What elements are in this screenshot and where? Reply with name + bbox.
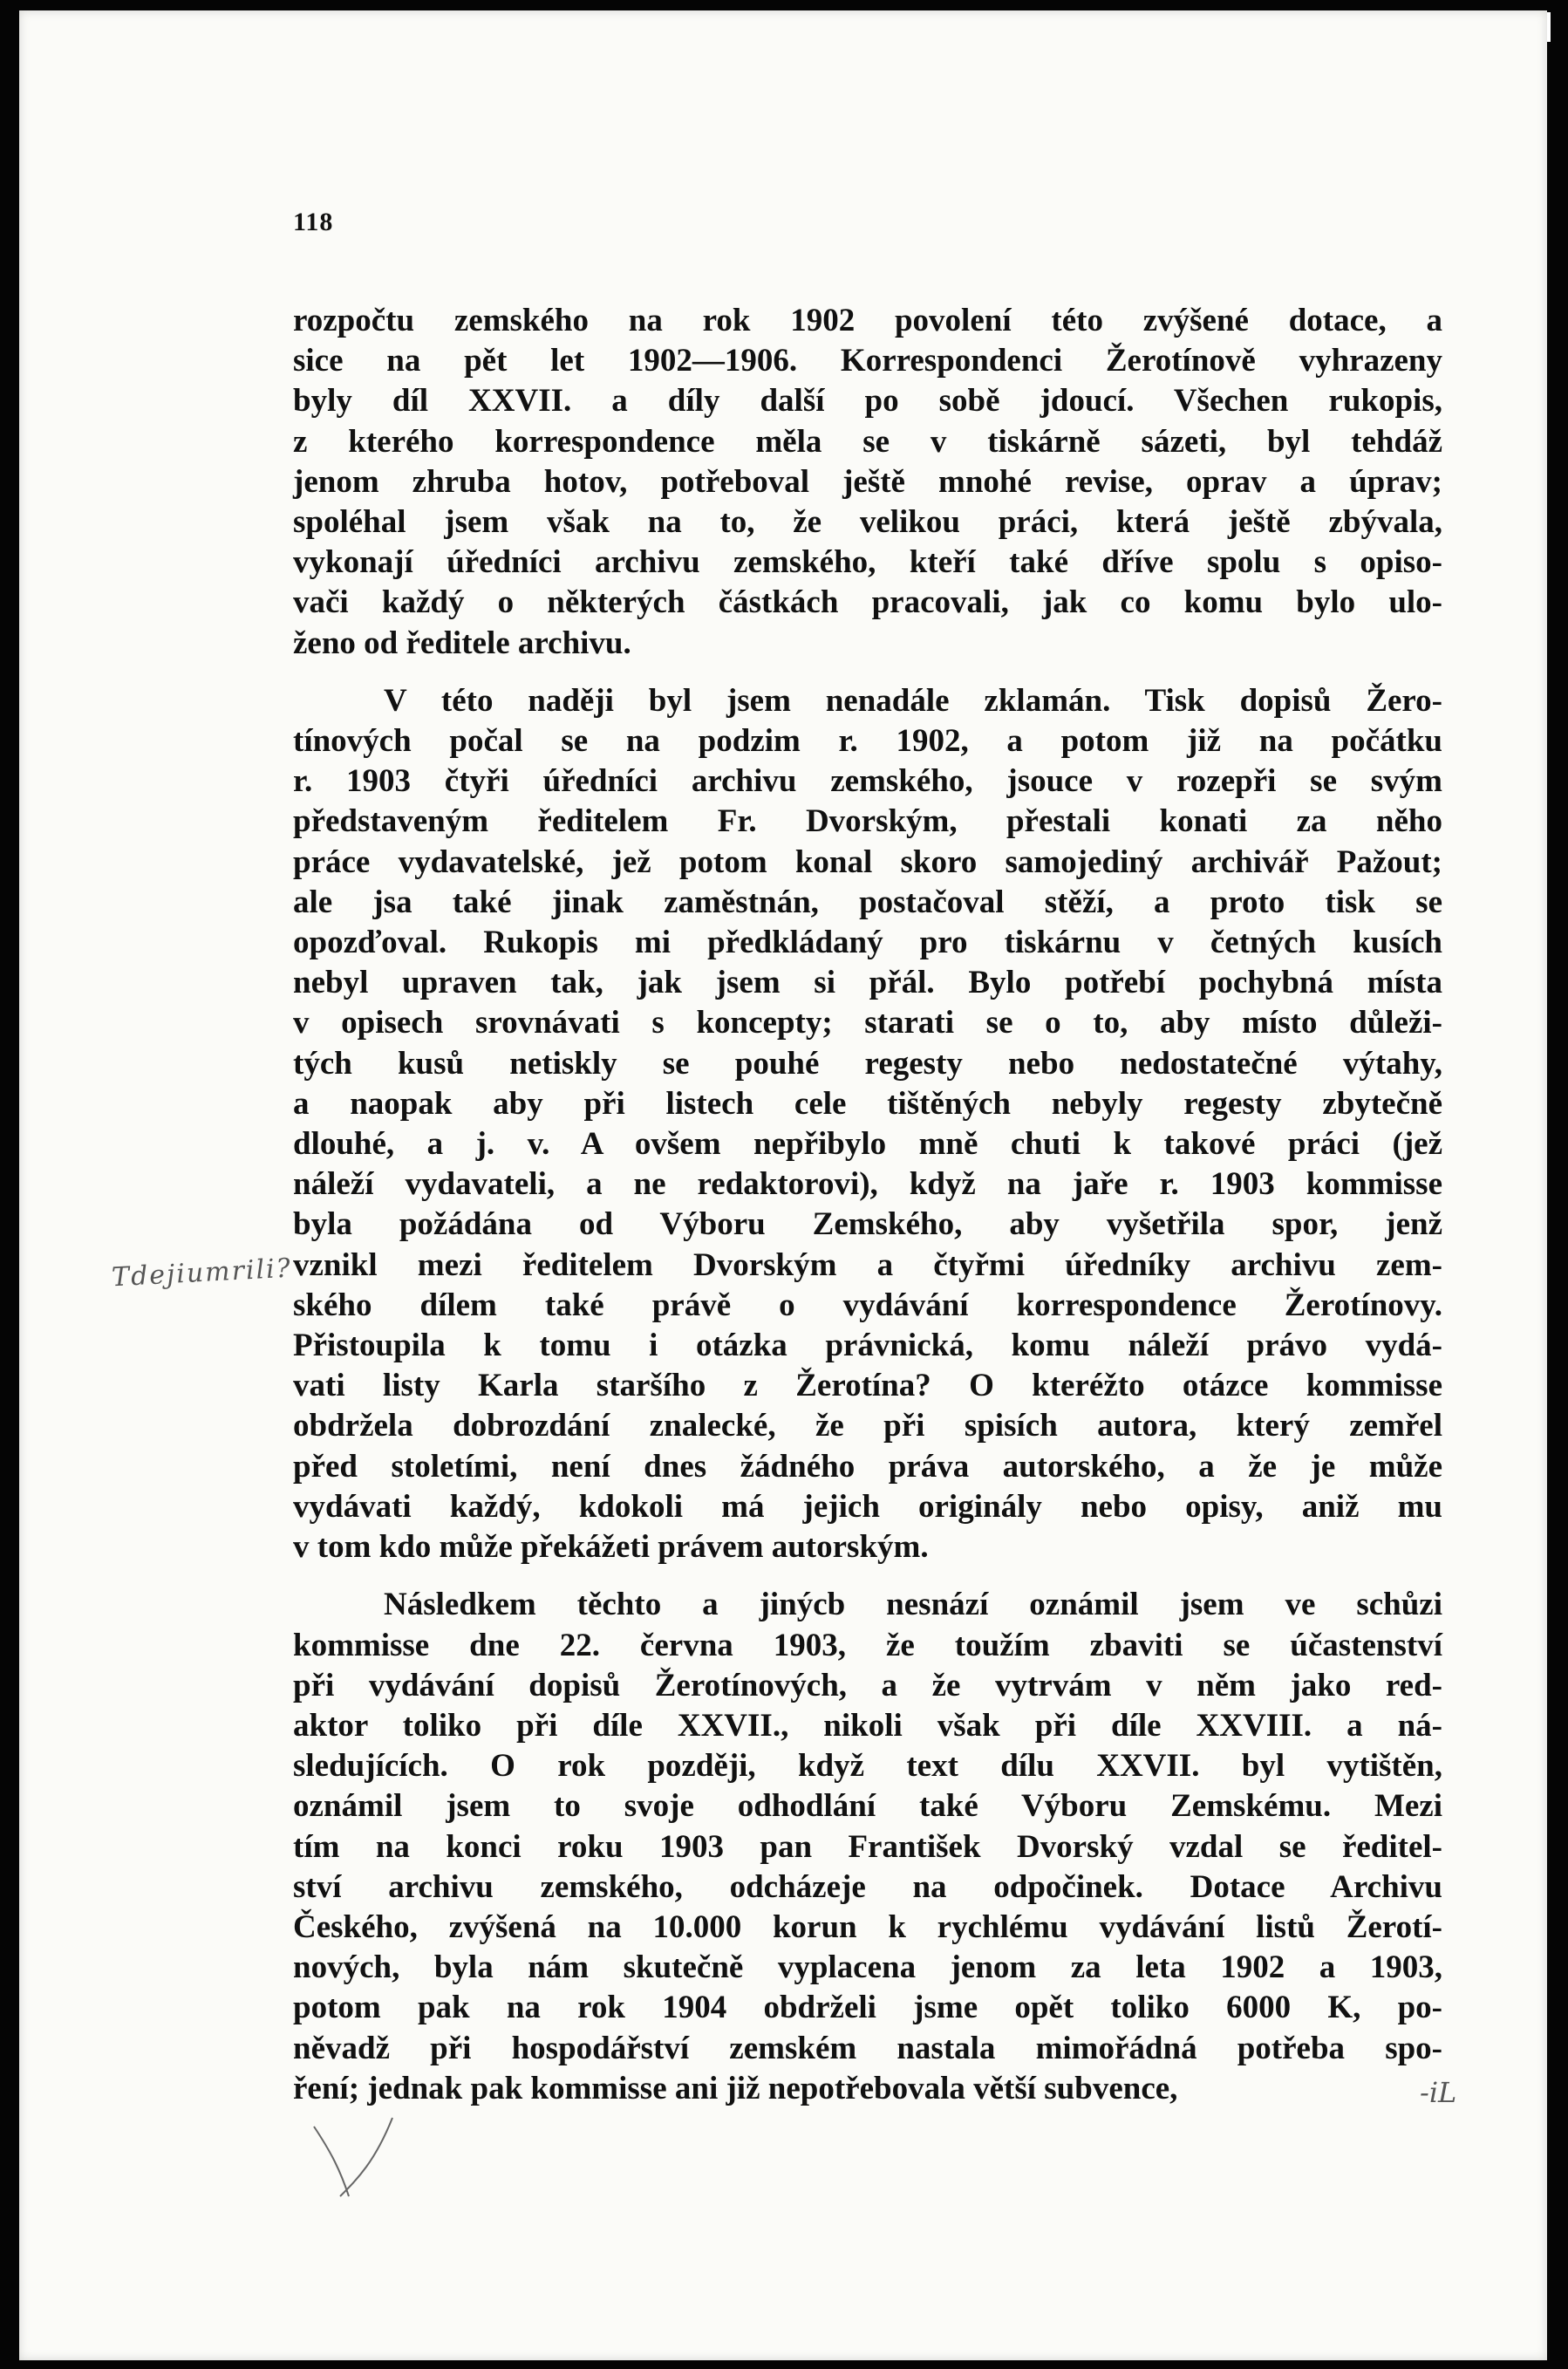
text-line: sledujících. O rok později, když text dílu XXVII. byl vytištěn, <box>293 1748 1442 1785</box>
text-line: potom pak na rok 1904 obdrželi jsme opět toliko 6000 K, po- <box>293 1990 1442 2026</box>
text-line: před stoletími, není dnes žádného práva autorského, a že je může <box>293 1448 1442 1485</box>
text-line: sice na pět let 1902—1906. Korrespondenci Žerotínově vyhrazeny <box>293 343 1442 379</box>
text-line: vydávati každý, kdokoli má jejich originály nebo opisy, aniž mu <box>293 1488 1442 1525</box>
text-line: tínových počal se na podzim r. 1902, a potom již na počátku <box>293 723 1442 760</box>
text-line: vznikl mezi ředitelem Dvorským a čtyřmi úředníky archivu zem- <box>293 1246 1442 1283</box>
text-line: kommisse dne 22. června 1903, že toužím zbaviti se účastenství <box>293 1627 1442 1663</box>
pencil-stroke-mark <box>305 2100 410 2231</box>
paragraph-gap <box>293 1567 1442 1585</box>
text-line: něvadž při hospodářství zemském nastala mimořádná potřeba spo- <box>293 2030 1442 2066</box>
handwritten-margin-mark: ‐iL <box>1420 2076 1457 2109</box>
text-line: nebyl upraven tak, jak jsem si přál. Bylo potřebí pochybná místa <box>293 965 1442 1001</box>
text-line: aktor toliko při díle XXVII., nikoli však při díle XXVIII. a ná- <box>293 1707 1442 1744</box>
text-line: Následkem těchto a jinýcb nesnází oznámil jsem ve schůzi <box>384 1587 1442 1623</box>
text-line: a naopak aby při listech cele tištěných nebyly regesty zbytečně <box>293 1085 1442 1122</box>
text-line: tím na konci roku 1903 pan František Dvorský vzdal se ředitel- <box>293 1828 1442 1865</box>
paragraph-gap <box>293 664 1442 681</box>
text-line: dlouhé, a j. v. A ovšem nepřibylo mně chuti k takové práci (jež <box>293 1126 1442 1163</box>
text-line: ření; jednak pak kommisse ani již nepotřebovala větší subvence, <box>293 2070 1178 2106</box>
text-line: ství archivu zemského, odcházeje na odpočinek. Dotace Archivu <box>293 1868 1442 1905</box>
handwritten-margin-note: Tdejiumrili? <box>111 1253 293 1294</box>
text-line: r. 1903 čtyři úředníci archivu zemského, jsouce v rozepři se svým <box>293 763 1442 800</box>
text-line: jenom zhruba hotov, potřeboval ještě mnohé revise, oprav a úprav; <box>293 463 1442 500</box>
text-line: vati listy Karla staršího z Žerotína? O kteréžto otázce kommisse <box>293 1368 1442 1404</box>
text-line: opozďoval. Rukopis mi předkládaný pro tiskárnu v četných kusích <box>293 925 1442 961</box>
text-line: oznámil jsem to svoje odhodlání také Výboru Zemskému. Mezi <box>293 1788 1442 1825</box>
text-line: ale jsa také jinak zaměstnán, postačoval stěží, a proto tisk se <box>293 884 1442 920</box>
text-line: spoléhal jsem však na to, že velikou práci, která ještě zbývala, <box>293 504 1442 541</box>
text-line: při vydávání dopisů Žerotínových, a že vytrvám v něm jako red- <box>293 1667 1442 1703</box>
text-line: ženo od ředitele archivu. <box>293 625 631 661</box>
text-line: Přistoupila k tomu i otázka právnická, komu náleží právo vydá- <box>293 1328 1442 1364</box>
text-line: nových, byla nám skutečně vyplacena jenom za leta 1902 a 1903, <box>293 1949 1442 1986</box>
text-line: představeným ředitelem Fr. Dvorským, přestali konati za něho <box>293 803 1442 840</box>
text-line: V této naději byl jsem nenadále zklamán. Tisk dopisů Žero- <box>384 682 1442 719</box>
text-line: z kterého korrespondence měla se v tiskárně sázeti, byl tehdáž <box>293 423 1442 460</box>
text-line: byla požádána od Výboru Zemského, aby vyšetřila spor, jenž <box>293 1206 1442 1243</box>
text-line: náleží vydavateli, a ne redaktorovi), když na jaře r. 1903 kommisse <box>293 1166 1442 1203</box>
text-line: Českého, zvýšená na 10.000 korun k rychlému vydávání listů Žerotí- <box>293 1908 1442 1945</box>
text-line: tých kusů netiskly se pouhé regesty nebo nedostatečné výtahy, <box>293 1045 1442 1082</box>
text-line: v opisech srovnávati s koncepty; starati se o to, aby místo důleži- <box>293 1005 1442 1041</box>
text-line: obdržela dobrozdání znalecké, že při spisích autora, který zemřel <box>293 1408 1442 1444</box>
text-line: v tom kdo může překážeti právem autorským. <box>293 1529 929 1566</box>
text-line: vači každý o některých částkách pracovali, jak co komu bylo ulo- <box>293 584 1442 621</box>
page-number: 118 <box>293 208 334 236</box>
text-line: ského dílem také právě o vydávání korrespondence Žerotínovy. <box>293 1287 1442 1323</box>
body-text <box>293 301 1442 2109</box>
text-line: byly díl XXVII. a díly další po sobě jdoucí. Všechen rukopis, <box>293 383 1442 420</box>
text-line: práce vydavatelské, jež potom konal skoro samojediný archivář Pažout; <box>293 843 1442 880</box>
text-line: vykonají úředníci archivu zemského, kteří také dříve spolu s opiso- <box>293 544 1442 581</box>
text-line: rozpočtu zemského na rok 1902 povolení této zvýšené dotace, a <box>293 303 1442 338</box>
